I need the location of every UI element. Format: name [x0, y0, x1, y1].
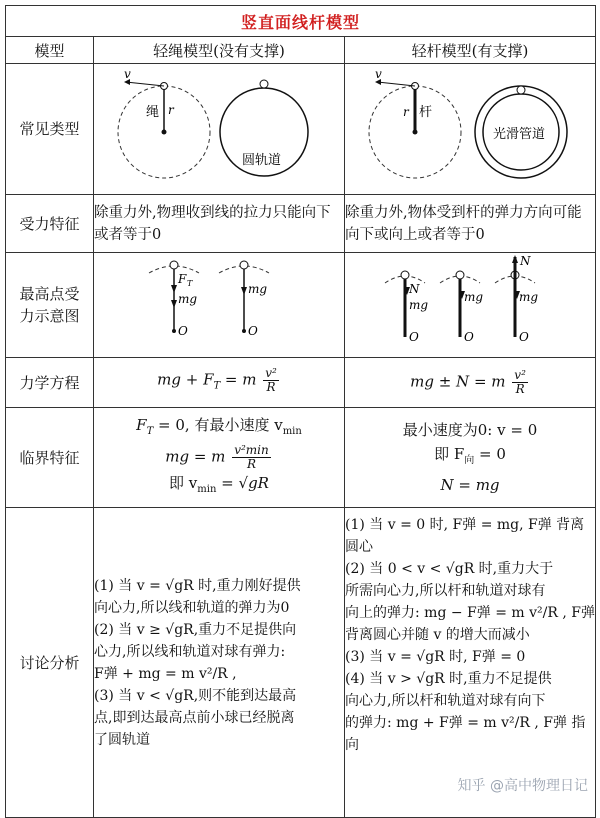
rod-eq-num: v² — [514, 368, 526, 382]
rc1c: = 0, 有最小速度 v — [153, 416, 283, 434]
rod-diagram-cell — [345, 253, 596, 358]
rod-equation — [345, 358, 596, 408]
label-force: 受力特征 — [6, 195, 94, 253]
rope-types-figure — [94, 64, 345, 190]
header-rod: 轻杆模型(有支撑) — [345, 37, 596, 64]
rope-eq-sub: T — [213, 380, 221, 392]
rope-disc-line: (3) 当 v < √gR,则不能到达最高 — [94, 687, 297, 704]
rod-critical-1: 最小速度为0: v = 0 — [402, 421, 538, 439]
rope-diagram-cell — [94, 253, 345, 358]
label-mg: mg — [464, 290, 484, 304]
label-equation: 力学方程 — [6, 358, 94, 408]
rope-eq-mid: = m — [220, 370, 257, 389]
label-o: O — [178, 324, 188, 338]
rope-critical-1 — [94, 413, 344, 444]
label-diagram-1: 最高点受 — [19, 285, 80, 303]
rod-disc-line: 的弹力: mg + F弹 = m v²/R , F弹 指向 — [345, 715, 586, 753]
label-ft-sub: T — [187, 279, 193, 288]
label-discussion: 讨论分析 — [6, 508, 94, 818]
rc2-fraction — [232, 444, 271, 471]
rope-critical — [94, 408, 345, 508]
header-rope: 轻绳模型(没有支撑) — [94, 37, 345, 64]
rod-diagram-figure — [345, 253, 596, 353]
rope-disc-line: (2) 当 v ≥ √gR,重力不足提供向 — [94, 621, 297, 638]
label-track: 圆轨道 — [242, 153, 282, 168]
rope-types-cell — [94, 64, 345, 195]
rod-critical-2 — [345, 442, 595, 473]
rope-force-text: 除重力外,物理收到线的拉力只能向下或者等于0 — [94, 195, 345, 253]
label-rope: 绳 — [146, 105, 160, 120]
rope-critical-3 — [94, 471, 344, 502]
rope-eq-den: R — [266, 379, 276, 394]
label-v: v — [375, 67, 382, 81]
label-v: v — [124, 67, 131, 81]
header-model: 模型 — [6, 37, 94, 64]
rod-disc-line: (1) 当 v = 0 时, F弹 = mg, F弹 背离 — [345, 517, 585, 533]
rod-eq-lhs: mg ± N = m — [410, 372, 506, 391]
table-page — [5, 5, 595, 808]
rope-disc-line: F弹 + mg = m v²/R , — [94, 665, 237, 682]
rod-disc-line: 背离圆心并随 v 的增大而减小 — [345, 627, 530, 643]
rod-types-figure — [345, 64, 596, 190]
rope-eq-num: v² — [265, 365, 277, 380]
rc1d: min — [282, 426, 302, 437]
label-o: O — [248, 324, 258, 338]
rc2a: mg = m — [165, 447, 226, 466]
rc3b: min — [197, 484, 217, 495]
rdc2b: 向 — [464, 455, 475, 466]
rod-critical-3: N = mg — [440, 476, 500, 494]
rod-eq-fraction — [512, 369, 528, 396]
watermark: 知乎 @高中物理日记 — [457, 778, 588, 794]
rc1b: T — [146, 426, 154, 437]
rdc2a: 即 F — [434, 445, 465, 463]
rc2-den: R — [246, 457, 256, 471]
label-mg: mg — [409, 298, 429, 312]
label-mg: mg — [519, 290, 539, 304]
rod-disc-line: (4) 当 v > √gR 时,重力不足提供 — [345, 671, 552, 687]
rod-disc-line: 向上的弹力: mg − F弹 = m v²/R , F弹 — [345, 605, 595, 621]
label-n: N — [520, 254, 531, 268]
label-r: r — [403, 105, 409, 119]
rc3c: = √gR — [216, 474, 269, 492]
label-pipe: 光滑管道 — [493, 127, 546, 142]
rope-equation — [94, 358, 345, 408]
rod-disc-line: (2) 当 0 < v < √gR 时,重力大于 — [345, 561, 554, 577]
rod-disc-line: 向心力,所以杆和轨道对球有向下 — [345, 693, 546, 709]
rope-eq-fraction — [263, 367, 279, 394]
label-types: 常见类型 — [6, 64, 94, 195]
rc3a: 即 v — [169, 474, 198, 492]
label-critical: 临界特征 — [6, 408, 94, 508]
label-r: r — [168, 103, 174, 117]
rope-disc-line: 心力,所以线和轨道对球有弹力: — [94, 643, 286, 660]
label-mg: mg — [178, 292, 198, 306]
label-o: O — [464, 330, 474, 344]
rdc2c: = 0 — [474, 445, 506, 463]
rod-disc-line: (3) 当 v = √gR 时, F弹 = 0 — [345, 649, 526, 665]
rod-force-text: 除重力外,物体受到杆的弹力方向可能向下或向上或者等于0 — [345, 195, 596, 253]
rope-disc-line: (1) 当 v = √gR 时,重力刚好提供 — [94, 577, 301, 594]
rod-disc-line: 所需向心力,所以杆和轨道对球有 — [345, 583, 546, 599]
rod-eq-den: R — [515, 382, 525, 396]
rope-eq-lhs: mg + F — [157, 370, 214, 389]
rope-critical-2 — [94, 444, 344, 471]
rope-disc-line: 了圆轨道 — [94, 731, 150, 748]
rope-diagram-figure — [94, 253, 345, 353]
label-o: O — [409, 330, 419, 344]
table-title: 竖直面线杆模型 — [6, 6, 596, 37]
rc2-num: v²min — [234, 443, 269, 457]
rope-discussion — [94, 508, 345, 818]
rod-types-cell — [345, 64, 596, 195]
rc1a: F — [136, 416, 147, 434]
rod-discussion — [345, 508, 596, 818]
rod-disc-line: 圆心 — [345, 539, 373, 555]
rope-disc-line: 点,即到达最高点前小球已经脱离 — [94, 709, 295, 726]
label-n: N — [409, 282, 420, 296]
label-diagram — [6, 253, 94, 358]
label-o: O — [519, 330, 529, 344]
rope-disc-line: 向心力,所以线和轨道的弹力为0 — [94, 599, 290, 616]
label-mg: mg — [248, 282, 268, 296]
label-ft: F — [178, 272, 187, 286]
model-table — [5, 5, 596, 818]
label-diagram-2: 力示意图 — [19, 307, 80, 325]
label-rod: 杆 — [419, 105, 433, 120]
rod-critical — [345, 408, 596, 508]
